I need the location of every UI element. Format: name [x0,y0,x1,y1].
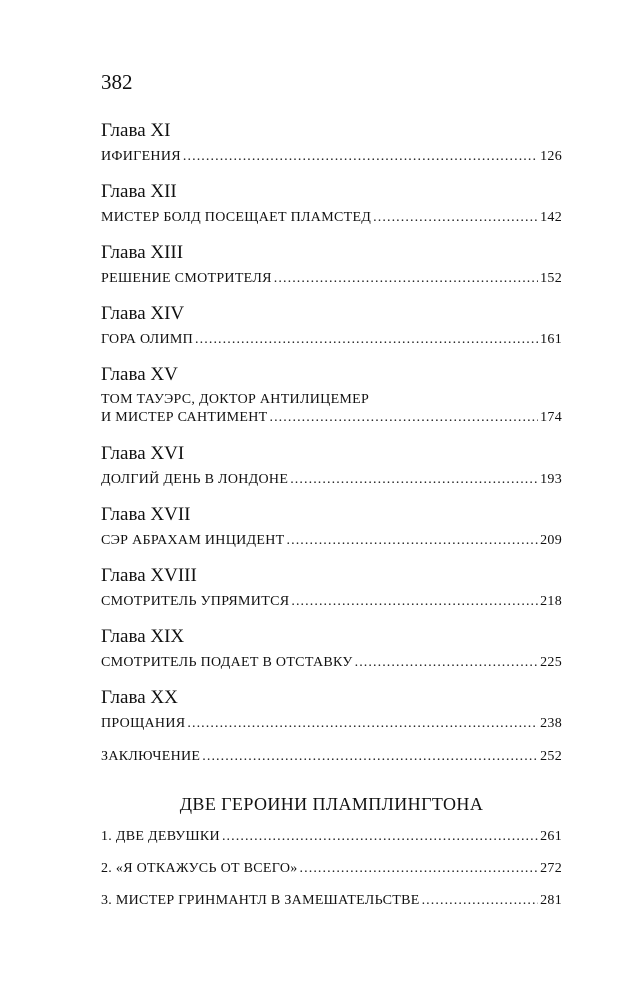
entry-page: 225 [540,655,562,670]
toc-entry[interactable] [101,654,562,672]
dot-leader [290,471,538,489]
entry-title: ДОЛГИЙ ДЕНЬ В ЛОНДОНЕ [101,472,289,487]
entry-title: СМОТРИТЕЛЬ ПОДАЕТ В ОТСТАВКУ [101,655,353,670]
entry-title: 1. ДВЕ ДЕВУШКИ [101,829,220,844]
chapter-label: Глава XVIII [101,565,197,586]
toc-entry[interactable] [101,471,562,489]
entry-title: И МИСТЕР САНТИМЕНТ [101,410,268,425]
entry-title: 3. МИСТЕР ГРИНМАНТЛ В ЗАМЕШАТЕЛЬСТВЕ [101,893,420,908]
chapter-label: Глава XIX [101,626,185,647]
chapter-label: Глава XX [101,687,178,708]
chapter-label: Глава XIV [101,303,185,324]
toc-entry[interactable] [101,209,562,227]
toc-entry[interactable] [101,593,562,611]
entry-title: СЭР АБРАХАМ ИНЦИДЕНТ [101,533,285,548]
entry-page: 252 [540,749,562,764]
dot-leader [195,331,538,349]
dot-leader [202,748,538,766]
toc-entry[interactable] [101,828,562,846]
toc-entry-conclusion[interactable] [101,748,562,766]
entry-title: ИФИГЕНИЯ [101,149,181,164]
entry-page: 126 [540,149,562,164]
dot-leader [183,148,538,166]
dot-leader [269,409,538,427]
toc-entry[interactable] [101,892,562,910]
entry-page: 142 [540,210,562,225]
entry-page: 281 [540,893,562,908]
entry-page: 218 [540,594,562,609]
dot-leader [300,860,539,878]
chapter-label: Глава XI [101,120,171,141]
toc-entry[interactable] [101,331,562,349]
entry-title: ПРОЩАНИЯ [101,716,186,731]
toc-entry[interactable] [101,270,562,288]
entry-title-line1: ТОМ ТАУЭРС, ДОКТОР АНТИЛИЦЕМЕР [101,392,370,407]
toc-entry[interactable] [101,148,562,166]
chapter-label: Глава XVI [101,443,185,464]
toc-entry[interactable] [101,715,562,733]
entry-page: 174 [540,410,562,425]
entry-title: МИСТЕР БОЛД ПОСЕЩАЕТ ПЛАМСТЕД [101,210,372,225]
chapter-label: Глава XIII [101,242,184,263]
entry-title: ГОРА ОЛИМП [101,332,194,347]
toc-entry[interactable] [101,391,562,427]
chapter-label: Глава XVII [101,504,191,525]
entry-page: 193 [540,472,562,487]
entry-page: 272 [540,861,562,876]
dot-leader [287,532,539,550]
entry-title: 2. «Я ОТКАЖУСЬ ОТ ВСЕГО» [101,861,298,876]
entry-page: 261 [540,829,562,844]
dot-leader [422,892,539,910]
entry-title: ЗАКЛЮЧЕНИЕ [101,749,201,764]
entry-page: 161 [540,332,562,347]
toc-entry[interactable] [101,532,562,550]
toc-entry[interactable] [101,860,562,878]
page-number: 382 [101,70,133,94]
dot-leader [187,715,538,733]
dot-leader [373,209,538,227]
entry-title: СМОТРИТЕЛЬ УПРЯМИТСЯ [101,594,290,609]
dot-leader [222,828,538,846]
chapter-label: Глава XII [101,181,177,202]
entry-page: 238 [540,716,562,731]
entry-page: 209 [540,533,562,548]
dot-leader [291,593,538,611]
section-heading: ДВЕ ГЕРОИНИ ПЛАМПЛИНГТОНА [179,794,484,814]
dot-leader [355,654,538,672]
dot-leader [274,270,538,288]
chapter-label: Глава XV [101,364,178,385]
entry-page: 152 [540,271,562,286]
entry-title: РЕШЕНИЕ СМОТРИТЕЛЯ [101,271,272,286]
